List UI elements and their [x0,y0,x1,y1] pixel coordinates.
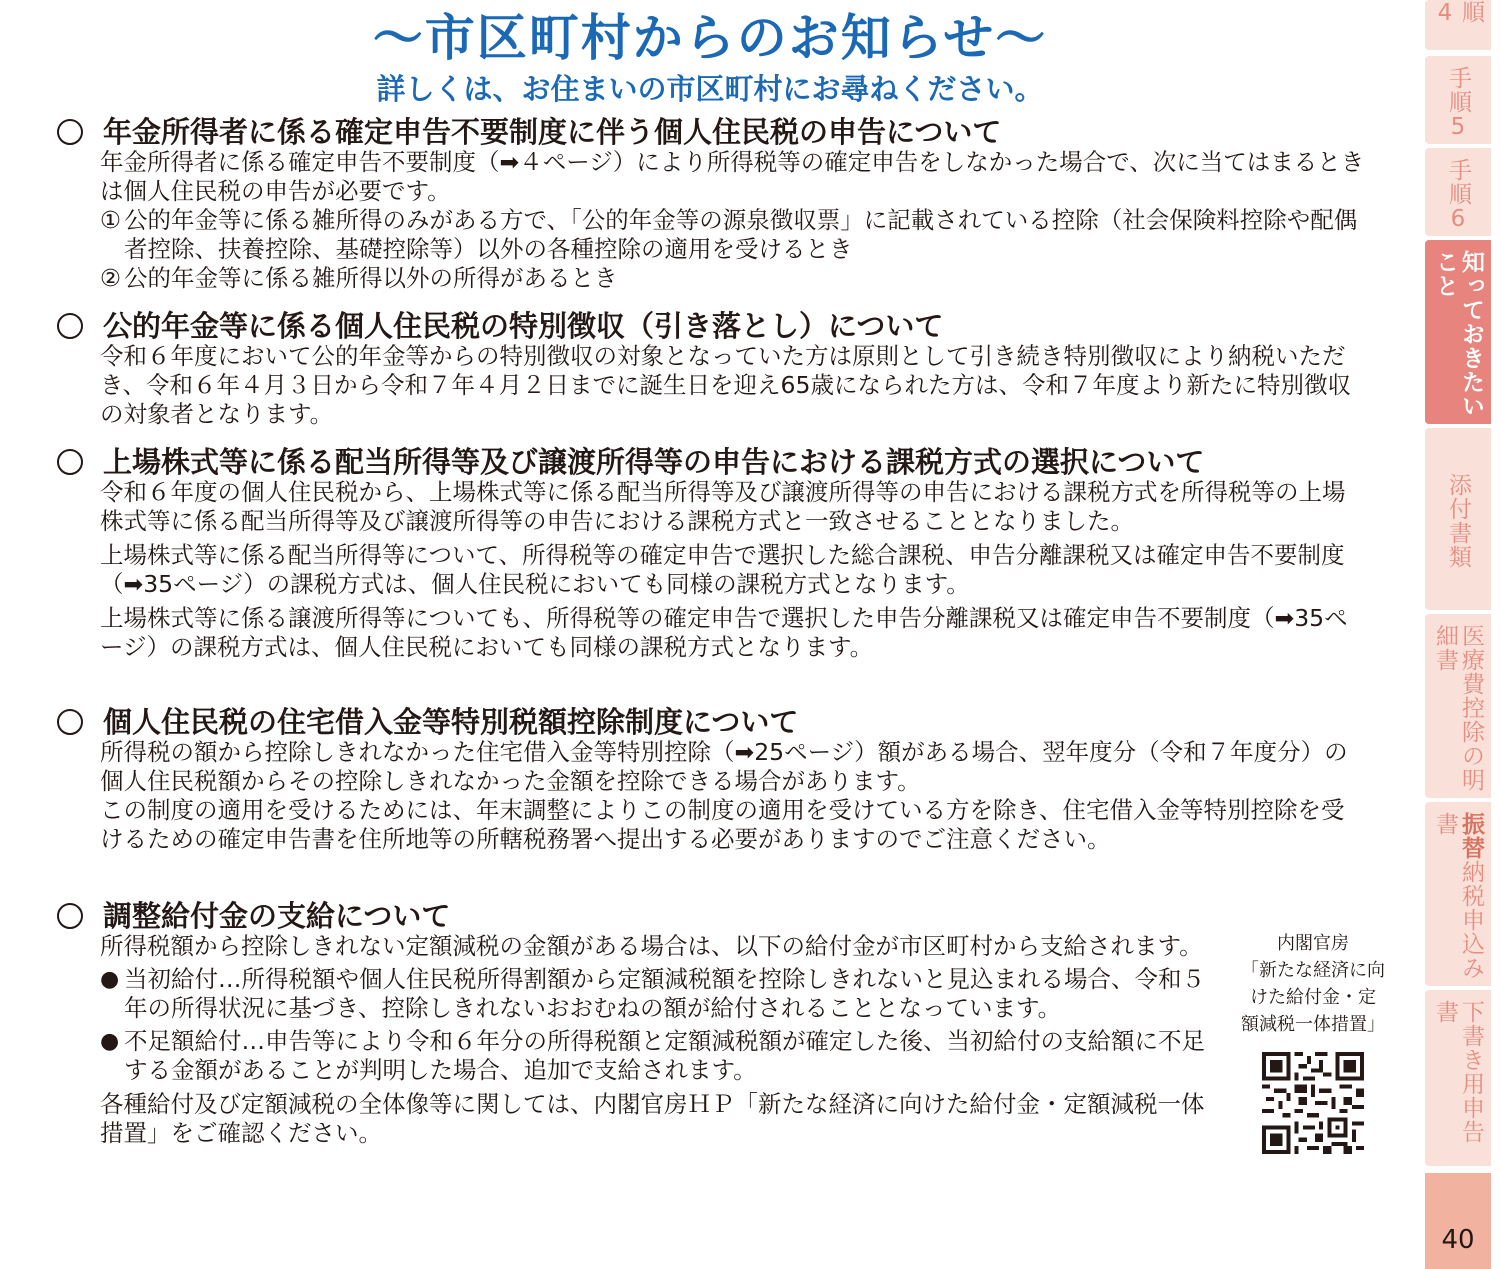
circle-icon [57,119,83,145]
circle-icon [57,313,83,339]
paragraph: 令和６年度の個人住民税から、上場株式等に係る配当所得等及び譲渡所得等の申告における課税方式を所得税等の上場株式等に係る配当所得等及び譲渡所得等の申告における課税方式と一致させることとなりました。 [100,478,1346,535]
tab-label-rest: 納税申込み書 [1432,812,1484,980]
page-number: 40 [1425,1173,1491,1269]
section-pension-declaration [55,116,1375,293]
section-index-sidebar [1425,0,1500,1269]
tab-step-6[interactable] [1425,148,1491,236]
list-marker: ① [100,206,122,234]
section-housing-loan [55,706,1375,854]
paragraph: 上場株式等に係る配当所得等について、所得税等の確定申告で選択した総合課税、申告分離課税又は確定申告不要制度（➡35ページ）の課税方式は、個人住民税においても同様の課税方式となります。 [100,541,1345,598]
tab-attachments[interactable] [1425,428,1491,610]
section-title: 調整給付金の支給について [103,899,451,933]
paragraph: 上場株式等に係る譲渡所得等についても、所得税等の確定申告で選択した申告分離課税又は確定申告不要制度（➡35ページ）の課税方式は、個人住民税においても同様の課税方式となります。 [100,604,1348,661]
circle-icon [57,449,83,475]
circle-icon [57,903,83,929]
section-title: 公的年金等に係る個人住民税の特別徴収（引き落とし）について [103,309,944,343]
list-item [100,206,1368,264]
paragraph: 所得税の額から控除しきれなかった住宅借入金等特別控除（➡25ページ）額がある場合、翌年度分（令和７年度分）の個人住民税額からその控除しきれなかった金額を控除できる場合があります。 [100,738,1348,795]
tab-label [1432,812,1484,986]
section-title: 個人住民税の住宅借入金等特別税額控除制度について [103,705,799,739]
tab-things-to-know[interactable] [1425,240,1491,424]
section-intro: 年金所得者に係る確定申告不要制度（➡４ページ）により所得税等の確定申告をしなかった場合で、次に当てはまるときは個人住民税の申告が必要です。 [100,148,1365,205]
page-subtitle: 詳しくは、お住まいの市区町村にお尋ねください。 [376,72,1044,106]
list-text: 不足額給付…申告等により令和６年分の所得税額と定額減税額が確定した後、当初給付の支給額に不足する金額があることが判明した場合、追加で支給されます。 [124,1027,1205,1084]
tab-label: 医療費控除の明細書 [1432,624,1484,792]
list-item [100,1027,1220,1085]
section-listed-stocks [55,446,1375,662]
list-item [100,965,1220,1023]
section-title: 上場株式等に係る配当所得等及び譲渡所得等の申告における課税方式の選択について [103,445,1205,479]
list-text: 当初給付…所得税額や個人住民税所得割額から定額減税額を控除しきれないと見込まれる場合、令和５年の所得状況に基づき、控除しきれないおおむねの額が給付されることとなっています。 [124,965,1205,1022]
list-text: 公的年金等に係る雑所得以外の所得があるとき [124,264,618,292]
bullet-icon: ● [100,1029,120,1054]
page-title: ～市区町村からのお知らせ～ [372,9,1048,67]
tab-label: 添付書類 [1445,473,1471,569]
tab-step-5[interactable] [1425,56,1491,144]
tab-medical-expense-statement[interactable] [1425,614,1491,798]
section-title: 年金所得者に係る確定申告不要制度に伴う個人住民税の申告について [103,115,1002,149]
bullet-icon: ● [100,967,120,992]
list-text: 公的年金等に係る雑所得のみがある方で、「公的年金等の源泉徴収票」に記載されている控除（社会保険料控除や配偶者控除、扶養控除、基礎控除等）以外の各種控除の適用を受けるとき [124,206,1358,263]
tab-label: 順4 [1432,0,1484,27]
section-adjustment-benefit [55,900,1375,1148]
circle-icon [57,709,83,735]
tab-draft-return[interactable] [1425,990,1491,1166]
cabinet-office-note [1238,930,1388,1038]
tab-label: 知っておきたいこと [1432,250,1484,418]
note-line: けた給付金・定 [1250,987,1376,1008]
paragraph: 各種給付及び定額減税の全体像等に関しては、内閣官房ＨＰ「新たな経済に向けた給付金・定額減税一体措置」をご確認ください。 [100,1090,1205,1147]
section-intro: 所得税額から控除しきれない定額減税の金額がある場合は、以下の給付金が市区町村から支給されます。 [100,932,1203,960]
paragraph: この制度の適用を受けるためには、年末調整によりこの制度の適用を受けている方を除き、住宅借入金等特別控除を受けるための確定申告書を住所地等の所轄税務署へ提出する必要がありますのでご注意ください。 [100,796,1345,853]
section-special-collection [55,310,1375,429]
tab-label: 下書き用申告書 [1432,1000,1484,1144]
tab-step-4[interactable] [1425,0,1491,50]
tab-label-strong: 振替 [1458,812,1484,860]
qr-code-icon[interactable] [1262,1052,1364,1154]
list-marker: ② [100,264,122,292]
paragraph: 令和６年度において公的年金等からの特別徴収の対象となっていた方は原則として引き続き特別徴収により納税いただき、令和６年４月３日から令和７年４月２日までに誕生日を迎え65歳になられた方は、令和７年度より新たに特別徴収の対象者となります。 [100,342,1351,428]
tab-label: 手順5 [1445,66,1471,141]
tab-transfer-payment-form[interactable] [1425,802,1491,986]
note-line: 内閣官房 [1277,933,1349,954]
note-line: 「新たな経済に向 [1241,960,1385,981]
list-item [100,264,1368,293]
note-line: 額減税一体措置」 [1241,1014,1385,1035]
tab-label: 手順6 [1445,158,1471,233]
